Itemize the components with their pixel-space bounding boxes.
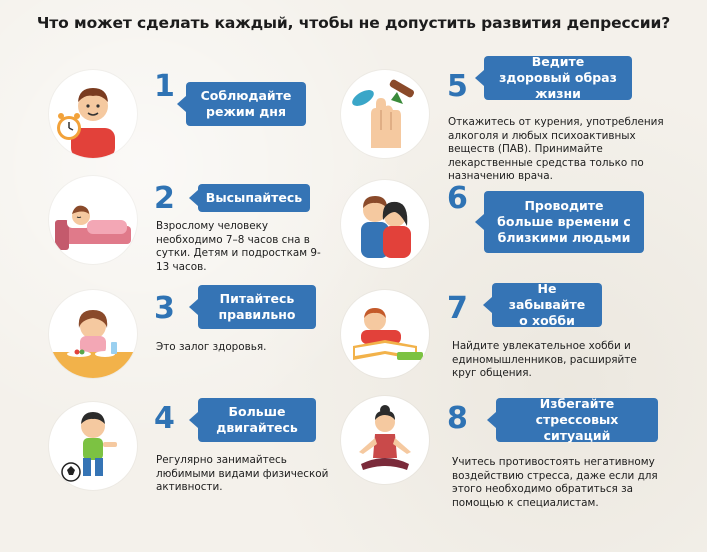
girl-eating-icon <box>49 290 137 378</box>
step-heading-8: Избегайте стрессовых ситуаций <box>496 398 658 442</box>
step-text-5: Откажитесь от курения, употребления алкоголя и любых психоактивных веществ (ПАВ). Принимайте лекарственные средства только по назначению врача. <box>448 116 664 182</box>
step-text-7: Найдите увлекательное хобби и единомышленников, расширяйте круг общения. <box>452 340 637 379</box>
hand-refusing-substances-icon <box>341 70 429 158</box>
step-heading-4: Больше двигайтесь <box>198 398 316 442</box>
circle-illustration-8 <box>341 396 429 484</box>
step-heading-2: Высыпайтесь <box>198 184 310 212</box>
step-number-3: 3 <box>154 291 175 326</box>
sleeping-girl-icon <box>49 176 137 264</box>
step-number-8: 8 <box>447 401 468 436</box>
step-text-4: Регулярно занимайтесь любимыми видами физической активности. <box>156 454 329 493</box>
circle-illustration-5 <box>341 70 429 158</box>
step-number-7: 7 <box>447 291 468 326</box>
step-number-2: 2 <box>154 181 175 216</box>
circle-illustration-3 <box>49 290 137 378</box>
page-title: Что может сделать каждый, чтобы не допустить развития депрессии? <box>36 14 671 32</box>
step-number-4: 4 <box>154 401 175 436</box>
woman-meditating-icon <box>341 396 429 484</box>
circle-illustration-6 <box>341 180 429 268</box>
circle-illustration-1 <box>49 70 137 158</box>
step-heading-1: Соблюдайте режим дня <box>186 82 306 126</box>
step-text-3: Это залог здоровья. <box>156 341 267 353</box>
boy-reading-book-icon <box>341 290 429 378</box>
step-heading-5: Ведите здоровый образ жизни <box>484 56 632 100</box>
circle-illustration-2 <box>49 176 137 264</box>
step-text-2: Взрослому человеку необходимо 7–8 часов сна в сутки. Детям и подросткам 9-13 часов. <box>156 220 321 273</box>
hugging-couple-icon <box>341 180 429 268</box>
boy-with-alarm-clock-icon <box>49 70 137 158</box>
step-heading-6: Проводите больше времени с близкими людьми <box>484 191 644 253</box>
step-number-1: 1 <box>154 69 175 104</box>
step-heading-7: Не забывайте о хобби <box>492 283 602 327</box>
step-text-8: Учитесь противостоять негативному воздействию стресса, даже если для этого необходимо обратиться за помощью к специалистам. <box>452 456 658 509</box>
boy-playing-football-icon <box>49 402 137 490</box>
circle-illustration-7 <box>341 290 429 378</box>
circle-illustration-4 <box>49 402 137 490</box>
step-heading-3: Питайтесь правильно <box>198 285 316 329</box>
step-number-6: 6 <box>447 181 468 216</box>
step-number-5: 5 <box>447 69 468 104</box>
